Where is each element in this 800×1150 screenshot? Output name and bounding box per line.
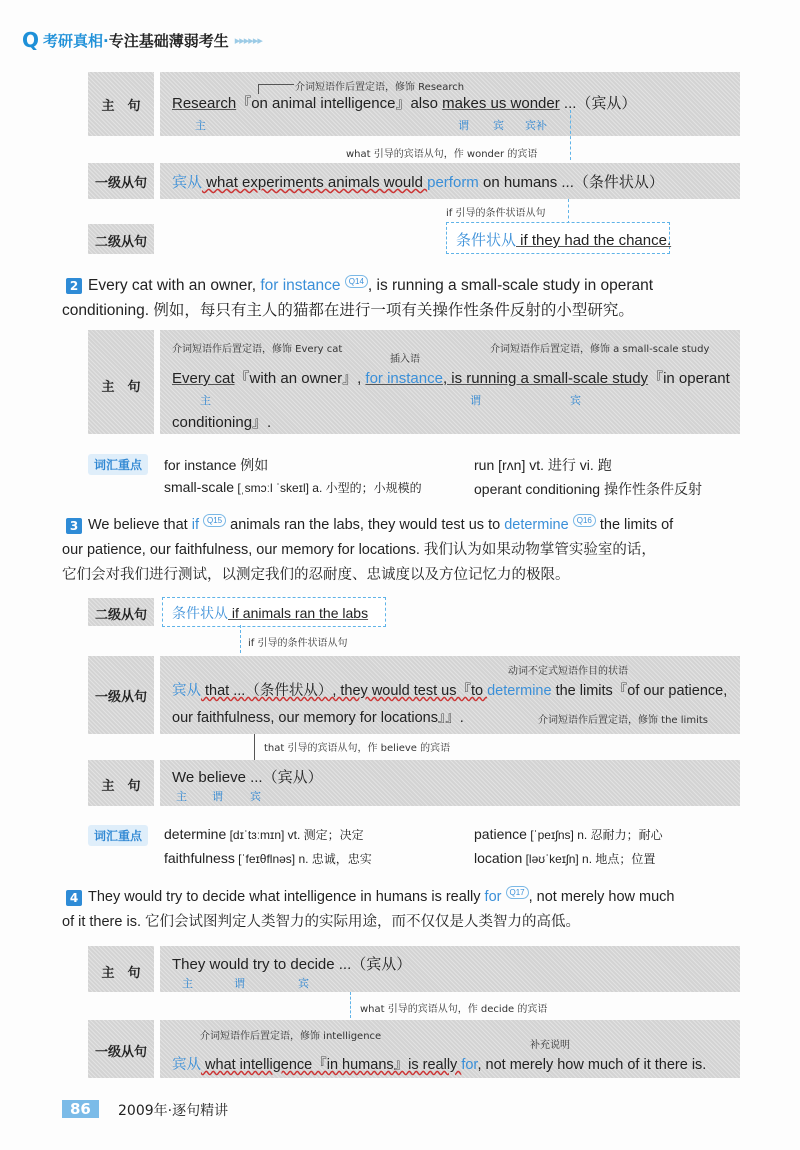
- p3-vocab-1: determine [dɪˈtɜːmɪn] vt. 测定；决定: [164, 826, 364, 842]
- p4-anno-right: 补充说明: [530, 1040, 570, 1051]
- p3-l2-sentence: 条件状从 if animals ran the labs: [172, 605, 369, 621]
- s1-arrow-note: what 引导的宾语从句，作 wonder 的宾语: [346, 149, 538, 160]
- p4-role-pred: 谓: [234, 977, 245, 990]
- p3-anno-limits: 介词短语作后置定语，修饰 the limits: [538, 715, 708, 726]
- p2-anno-left: 介词短语作后置定语，修饰 Every cat: [172, 344, 343, 355]
- p3-role-subj: 主: [176, 790, 187, 803]
- p2-role-subj: 主: [200, 394, 211, 407]
- p3-main-label: 主 句: [101, 779, 141, 794]
- page-number: 86: [62, 1100, 99, 1118]
- s1-role-obj: 宾: [493, 119, 504, 132]
- p2-main-sentence-2: conditioning』.: [172, 414, 272, 431]
- p3-l1-sentence: 宾从 that ...（条件状从）, they would test us『to determine the limits『of our patience,: [172, 683, 728, 699]
- p4-what-note: what 引导的宾语从句，作 decide 的宾语: [360, 1004, 548, 1015]
- p3-vocab-4: location [ləʊˈkeɪʃn] n. 地点；位置: [474, 850, 656, 866]
- p2-vocab-badge: 词汇重点: [88, 454, 148, 475]
- p3-role-obj: 宾: [250, 790, 261, 803]
- s1-if-note: if 引导的条件状语从句: [446, 208, 546, 219]
- p3-l2-label: 二级从句: [94, 608, 147, 623]
- p2-vocab-2: run [rʌn] vt. 进行 vi. 跑: [474, 457, 612, 473]
- s1-l2-label: 二级从句: [94, 235, 147, 250]
- s1-main-label: 主 句: [101, 99, 141, 114]
- p4-role-obj: 宾: [298, 977, 309, 990]
- s1-anno: 介词短语作后置定语，修饰 Research: [295, 82, 465, 93]
- p4-anno-left: 介词短语作后置定语，修饰 intelligence: [200, 1031, 382, 1042]
- p4-what-line: [350, 992, 351, 1018]
- p2-vocab-4: operant conditioning 操作性条件反射: [474, 481, 702, 497]
- p4-l1-label: 一级从句: [94, 1045, 147, 1060]
- p2-role-pred: 谓: [470, 394, 481, 407]
- header-arrows: ▸▸▸▸▸▸: [234, 33, 262, 47]
- s1-anno-line: [258, 84, 294, 85]
- p2-anno-insert: 插入语: [390, 354, 420, 365]
- s1-l1-sentence: 宾从 what experiments animals would perform on humans ...（条件状从）: [172, 174, 664, 191]
- s1-l1-label: 一级从句: [94, 176, 147, 191]
- header-slogan: 专注基础薄弱考生: [108, 31, 229, 50]
- p4-l1-sentence: 宾从 what intelligence『in humans』is really for, not merely how much of it there is.: [172, 1057, 707, 1073]
- s1-role-comp: 宾补: [525, 119, 547, 132]
- p4-number: 4: [66, 890, 82, 906]
- p2-main-label: 主 句: [101, 380, 141, 395]
- p2-vocab-3: small-scale [ˌsmɔːl ˈskeɪl] a. 小型的；小规模的: [164, 479, 422, 495]
- p2-role-obj: 宾: [570, 394, 581, 407]
- magnifier-icon: Q: [22, 28, 40, 52]
- p3-that-note: that 引导的宾语从句，作 believe 的宾语: [264, 743, 451, 754]
- s1-role-subj: 主: [195, 119, 206, 132]
- footer-title: 2009年·逐句精讲: [118, 1103, 229, 1119]
- p3-vocab-2: patience [ˈpeɪʃns] n. 忍耐力；耐心: [474, 826, 663, 842]
- p4-main-label: 主 句: [101, 966, 141, 981]
- p3-anno-inf: 动词不定式短语作目的状语: [508, 666, 628, 677]
- p4-role-subj: 主: [182, 977, 193, 990]
- p2-number: 2: [66, 278, 82, 294]
- s1-if-line: [568, 199, 569, 224]
- p3-that-line: [254, 734, 255, 760]
- p3-main-sentence: We believe ...（宾从）: [172, 769, 323, 786]
- header-brand: 考研真相·: [43, 31, 109, 50]
- p4-text: They would try to decide what intelligence in humans is really for Q17 , not merely how much of it there is. 它们会试图判定人类智力的实际用途，而不仅仅是人类智力的高低。: [62, 888, 675, 930]
- s1-arrow-line: [570, 110, 571, 160]
- p4-main-sentence: They would try to decide ...（宾从）: [172, 956, 412, 973]
- p3-number: 3: [66, 518, 82, 534]
- p2-anno-right: 介词短语作后置定语，修饰 a small-scale study: [490, 344, 710, 355]
- p2-main-sentence: Every cat『with an owner』, for instance, is running a small-scale study『in operant: [172, 370, 730, 387]
- page-header: [22, 28, 262, 52]
- p2-text: Every cat with an owner, for instance Q14 , is running a small-scale study in operant conditioning. 例如，每只有主人的猫都在进行一项有关操作性条件反射的小型研究。: [62, 276, 654, 319]
- p3-vocab-badge: 词汇重点: [88, 825, 148, 846]
- p3-l1-sentence-2: our faithfulness, our memory for locations』』.: [172, 710, 464, 726]
- p3-role-pred: 谓: [212, 790, 223, 803]
- p2-vocab-1: for instance 例如: [164, 457, 269, 473]
- p3-vocab-3: faithfulness [ˈfeɪθflnəs] n. 忠诚，忠实: [164, 850, 372, 866]
- s1-role-pred: 谓: [458, 119, 469, 132]
- p3-l1-label: 一级从句: [94, 690, 147, 705]
- p3-text: We believe that if Q15 animals ran the labs, they would test us to determine Q16 the limits of our patience, our faithfulness, our memory for locations. 我们认为如果动物掌管实验室的话， 它们会对我们进行测试，以测定我们的忍耐度、忠诚度以及方位记忆力的极限。: [62, 516, 674, 583]
- p3-if-line: [240, 625, 241, 653]
- s1-main-sentence: Research『on animal intelligence』also makes us wonder ...（宾从）: [172, 95, 637, 112]
- s1-l2-sentence: 条件状从 if they had the chance.: [456, 232, 672, 249]
- p3-if-note: if 引导的条件状语从句: [248, 638, 348, 649]
